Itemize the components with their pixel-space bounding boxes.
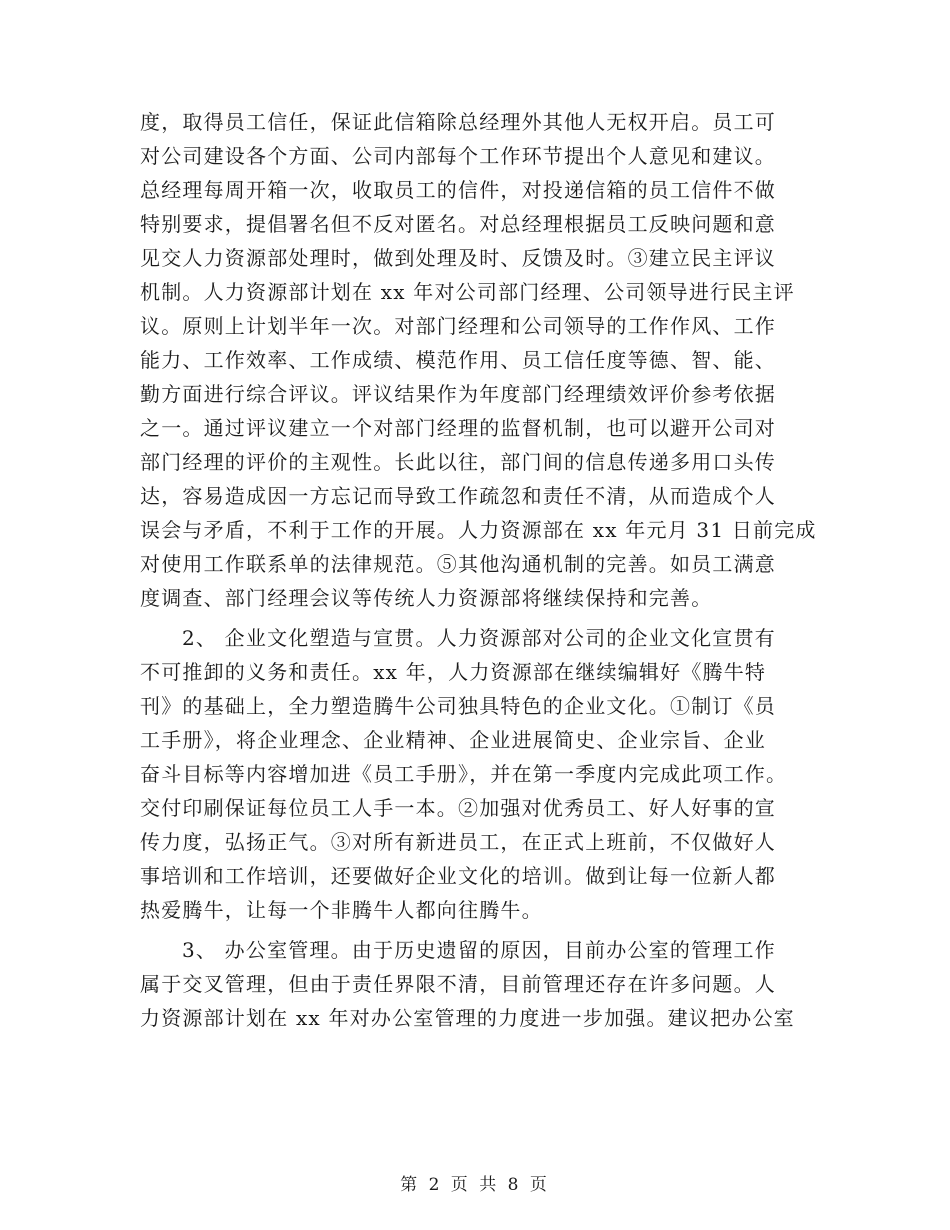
text-line: 勤方面进行综合评议。评议结果作为年度部门经理绩效评价参考依据 <box>140 382 776 406</box>
text-line: 事培训和工作培训，还要做好企业文化的培训。做到让每一位新人都 <box>140 864 776 888</box>
text-line: 交付印刷保证每位员工人手一本。②加强对优秀员工、好人好事的宣 <box>140 796 776 820</box>
text-line: 不可推卸的义务和责任。xx 年，人力资源部在继续编辑好《腾牛特 <box>140 660 767 684</box>
text-line: 部门经理的评价的主观性。长此以往，部门间的信息传递多用口头传 <box>140 450 776 474</box>
text-line: 热爱腾牛，让每一个非腾牛人都向往腾牛。 <box>140 898 543 922</box>
text-line: 总经理每周开箱一次，收取员工的信件，对投递信箱的员工信件不做 <box>140 178 776 202</box>
text-line: 达，容易造成因一方忘记而导致工作疏忽和责任不清，从而造成个人 <box>140 484 776 508</box>
text-line: 度调查、部门经理会议等传统人力资源部将继续保持和完善。 <box>140 586 713 610</box>
text-line: 工手册》，将企业理念、企业精神、企业进展简史、企业宗旨、企业 <box>140 728 766 752</box>
text-line: 误会与矛盾，不利于工作的开展。人力资源部在 xx 年元月 31 日前完成 <box>140 518 817 542</box>
text-line: 刊》的基础上，全力塑造腾牛公司独具特色的企业文化。①制订《员 <box>140 694 776 718</box>
text-line: 对公司建设各个方面、公司内部每个工作环节提出个人意见和建议。 <box>140 144 776 168</box>
section-heading-line: 3、 办公室管理。由于历史遗留的原因，目前办公室的管理工作 <box>182 938 776 962</box>
section-heading-line: 2、 企业文化塑造与宣贯。人力资源部对公司的企业文化宣贯有 <box>182 626 776 650</box>
text-line: 议。原则上计划半年一次。对部门经理和公司领导的工作作风、工作 <box>140 314 776 338</box>
text-line: 传力度，弘扬正气。③对所有新进员工，在正式上班前，不仅做好人 <box>140 830 776 854</box>
text-line: 度，取得员工信任，保证此信箱除总经理外其他人无权开启。员工可 <box>140 110 776 134</box>
text-line: 奋斗目标等内容增加进《员工手册》，并在第一季度内完成此项工作。 <box>140 762 788 786</box>
text-line: 力资源部计划在 xx 年对办公室管理的力度进一步加强。建议把办公室 <box>140 1006 795 1030</box>
text-line: 特别要求，提倡署名但不反对匿名。对总经理根据员工反映问题和意 <box>140 212 776 236</box>
text-line: 能力、工作效率、工作成绩、模范作用、员工信任度等德、智、能、 <box>140 348 776 372</box>
page-number-footer: 第 2 页 共 8 页 <box>400 1175 550 1195</box>
text-line: 机制。人力资源部计划在 xx 年对公司部门经理、公司领导进行民主评 <box>140 280 795 304</box>
text-line: 之一。通过评议建立一个对部门经理的监督机制，也可以避开公司对 <box>140 416 776 440</box>
text-line: 属于交叉管理，但由于责任界限不清，目前管理还存在许多问题。人 <box>140 972 776 996</box>
text-line: 对使用工作联系单的法律规范。⑤其他沟通机制的完善。如员工满意 <box>140 552 776 576</box>
text-line: 见交人力资源部处理时，做到处理及时、反馈及时。③建立民主评议 <box>140 246 776 270</box>
body-text <box>140 105 820 1035</box>
